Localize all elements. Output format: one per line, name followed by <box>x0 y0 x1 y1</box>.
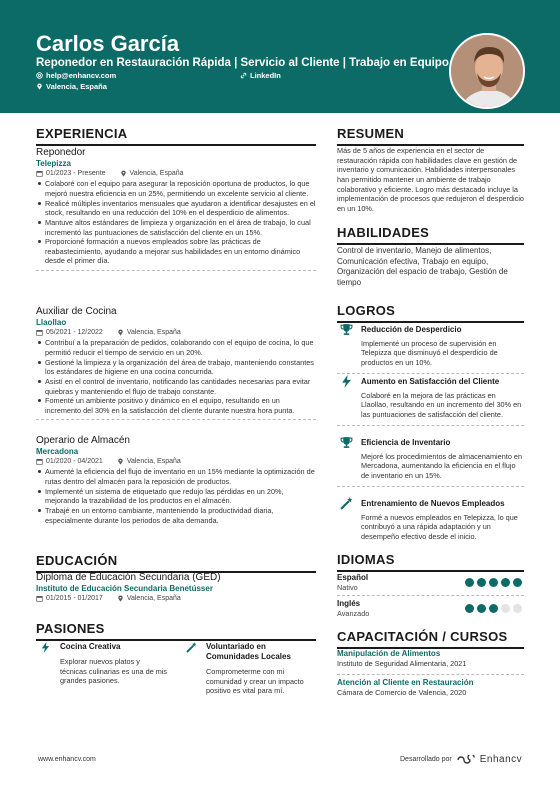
linkedin-text: LinkedIn <box>250 71 281 80</box>
job-meta <box>36 328 316 337</box>
achievement-title: Reducción de Desperdicio <box>361 325 462 334</box>
skills-section-title: HABILIDADES <box>337 226 524 245</box>
achievement-desc: Mejoré los procedimientos de almacenamiento en Mercadona, aumentando la eficiencia en el flujo de inventario en un 15%. <box>361 451 523 480</box>
bullet-item: Colaboré con el equipo para asegurar la reposición oportuna de productos, lo que mejoró nuestra eficiencia en un 25%, permitiendo un excelente servicio al cliente. <box>36 179 316 198</box>
job-location: Valencia, España <box>126 329 181 337</box>
lightning-icon <box>340 375 353 388</box>
passion-item <box>38 642 168 686</box>
linkedin-contact[interactable] <box>240 72 281 80</box>
job-meta <box>36 169 316 178</box>
job-company[interactable]: Mercadona <box>36 447 79 456</box>
email-contact[interactable] <box>36 72 116 80</box>
job-bullets <box>36 179 316 266</box>
at-icon <box>36 72 43 79</box>
rating-dot <box>477 604 486 613</box>
language-level: Avanzado <box>337 608 370 618</box>
course-item <box>337 649 524 675</box>
wand-icon <box>340 497 353 510</box>
job-dates: 01/2020 - 04/2021 <box>46 458 103 466</box>
job-location: Valencia, España <box>129 170 184 178</box>
divider <box>337 674 524 675</box>
trophy-icon <box>340 323 353 336</box>
rating-dot <box>513 578 522 587</box>
job-role: Reponedor <box>36 147 86 158</box>
bullet-item: Aumenté la eficiencia del flujo de inventario en un 15% mediante la optimización de rutas dentro del almacén para la reposición de productos. <box>36 467 316 486</box>
achievement-title: Eficiencia de Inventario <box>361 438 451 447</box>
candidate-name: Carlos García <box>36 31 180 56</box>
calendar-icon <box>36 458 43 465</box>
divider <box>337 373 524 374</box>
profile-photo <box>449 33 525 109</box>
achievement-desc: Implementé un proceso de supervisión en Telepizza que disminuyó el desperdicio de productos en un 10%. <box>361 338 498 367</box>
job-dates: 05/2021 - 12/2022 <box>46 329 103 337</box>
job-entry <box>36 147 316 271</box>
link-icon <box>240 72 247 79</box>
job-company[interactable]: Llaollao <box>36 318 67 327</box>
rating-dot <box>465 604 474 613</box>
passion-item <box>184 642 314 696</box>
job-location: Valencia, España <box>126 458 181 466</box>
education-section-title: EDUCACIÓN <box>36 554 316 573</box>
course-title: Manipulación de Alimentos <box>337 649 441 658</box>
language-name: Inglés <box>337 599 361 608</box>
job-meta <box>36 457 316 466</box>
education-location: Valencia, España <box>126 595 181 603</box>
achievement-item <box>337 377 524 426</box>
education-meta <box>36 594 316 603</box>
divider <box>337 486 524 487</box>
footer-brand: Enhancv <box>479 754 523 765</box>
passion-desc: Explorar nuevos platos y técnicas culinarias es una de mis grandes pasiones. <box>60 657 168 686</box>
job-entry <box>36 435 316 525</box>
bullet-item: Mantuve altos estándares de limpieza y organización en el área de trabajo, lo cual incrementó las puntuaciones de satisfacción del cliente en un 15%. <box>36 218 316 237</box>
language-rating <box>465 604 522 613</box>
skills-text: Control de inventario, Manejo de alimentos, Comunicación efectiva, Trabajo en equipo, Organización del espacio de trabajo, Gestión de tiempo <box>337 246 508 287</box>
location-pin-icon <box>117 458 124 465</box>
bullet-item: Gestioné la limpieza y la organización del área de trabajo, manteniendo constantes los estándares de higiene en una cocina concurrida. <box>36 358 316 377</box>
resume-header <box>0 0 560 113</box>
achievement-item <box>337 438 524 487</box>
rating-dot <box>489 578 498 587</box>
course-org: Cámara de Comercio de Valencia, 2020 <box>337 688 467 698</box>
bullet-item: Contribuí a la preparación de pedidos, colaborando con el equipo de cocina, lo que permitió reducir el tiempo de servicio en un 20%. <box>36 338 316 357</box>
trophy-icon <box>340 436 353 449</box>
divider <box>36 270 316 271</box>
job-bullets <box>36 467 316 525</box>
job-bullets <box>36 338 316 415</box>
job-role: Auxiliar de Cocina <box>36 306 117 317</box>
rating-dot <box>513 604 522 613</box>
achievement-title: Aumento en Satisfacción del Cliente <box>361 377 500 386</box>
wand-icon <box>186 642 197 653</box>
calendar-icon <box>36 595 43 602</box>
language-item <box>337 599 524 618</box>
education-entry <box>36 572 316 604</box>
achievement-desc: Colaboré en la mejora de las prácticas en Llaollao, resultando en un incremento del 30% en las puntuaciones de satisfacción del cliente. <box>361 390 522 419</box>
footer-branding[interactable] <box>400 753 522 766</box>
bullet-item: Trabajé en un entorno cambiante, manteniendo la productividad diaria, especialmente durante los periodos de alta demanda. <box>36 506 316 525</box>
language-name: Español <box>337 573 369 582</box>
bullet-item: Asistí en el control de inventario, notificando las cantidades necesarias para evitar quiebras y manteniendo el flujo de trabajo constante. <box>36 377 316 396</box>
passion-desc: Comprometerme con mi comunidad y crear un impacto positivo es vital para mí. <box>206 667 304 696</box>
divider <box>337 425 524 426</box>
calendar-icon <box>36 170 43 177</box>
bullet-item: Realicé múltiples inventarios mensuales que ayudaron a identificar desajustes en el stock, resultando en una reducción del 10% en el desperdicio de alimentos. <box>36 199 316 218</box>
language-item <box>337 573 524 596</box>
training-section-title: CAPACITACIÓN / CURSOS <box>337 630 524 649</box>
course-title: Atención al Cliente en Restauración <box>337 678 474 687</box>
bullet-item: Proporcioné formación a nuevos empleados sobre las prácticas de reabastecimiento, ayudando a mejorar sus habilidades en un entorno dinámico desde el primer día. <box>36 237 316 266</box>
location-pin-icon <box>117 595 124 602</box>
rating-dot <box>501 604 510 613</box>
footer-powered-text: Desarrollado por <box>400 755 452 763</box>
degree: Diploma de Educación Secundaria (GED) <box>36 572 221 583</box>
job-dates: 01/2023 - Presente <box>46 170 106 178</box>
divider <box>337 595 524 596</box>
achievement-title: Entrenamiento de Nuevos Empleados <box>361 499 505 508</box>
bullet-item: Implementé un sistema de etiquetado que redujo las pérdidas en un 20%, mejorando la trazabilidad de los productos en el almacén. <box>36 487 316 506</box>
job-role: Operario de Almacén <box>36 435 130 446</box>
location-pin-icon <box>36 83 43 90</box>
footer-website[interactable]: www.enhancv.com <box>38 756 96 763</box>
languages-section-title: IDIOMAS <box>337 553 524 572</box>
location-pin-icon <box>117 329 124 336</box>
rating-dot <box>465 578 474 587</box>
summary-text: Más de 5 años de experiencia en el sector de restauración rápida con habilidades clave en gestión de inventario y comunicación. Habilidades interpersonales han permitido mantener un ambiente de trabajo colaborativo y eficiente. Logro más destacado incluye la implementación de procesos que redujeron el desperdicio en un 10%. <box>337 146 524 213</box>
language-rating <box>465 578 522 587</box>
education-dates: 01/2015 - 01/2017 <box>46 595 103 603</box>
achievements-section-title: LOGROS <box>337 304 524 323</box>
language-level: Nativo <box>337 582 358 592</box>
school[interactable]: Instituto de Educación Secundaria Benetússer <box>36 584 213 593</box>
summary-section-title: RESUMEN <box>337 127 524 146</box>
location-text: Valencia, España <box>46 82 107 91</box>
passion-title: Cocina Creativa <box>60 642 121 651</box>
course-item <box>337 678 524 698</box>
lightning-icon <box>40 642 51 653</box>
achievement-item <box>337 325 524 374</box>
job-company[interactable]: Telepizza <box>36 159 71 168</box>
location-pin-icon <box>120 170 127 177</box>
headline: Reponedor en Restauración Rápida | Servicio al Cliente | Trabajo en Equipo <box>36 57 449 69</box>
course-org: Instituto de Seguridad Alimentaria, 2021 <box>337 659 467 669</box>
location-contact <box>36 83 107 91</box>
experience-section-title: EXPERIENCIA <box>36 127 316 146</box>
achievement-desc: Formé a nuevos empleados en Telepizza, lo que contribuyó a una rápida adaptación y un desempeño efectivo desde el inicio. <box>361 512 518 541</box>
divider <box>36 419 316 420</box>
rating-dot <box>477 578 486 587</box>
email-text: help@enhancv.com <box>46 71 117 80</box>
rating-dot <box>501 578 510 587</box>
bullet-item: Fomenté un ambiente positivo y dinámico en el equipo, resultando en un incremento del 30% en la satisfacción del cliente durante nuestra hora punta. <box>36 396 316 415</box>
enhancv-logo-icon <box>456 755 476 765</box>
calendar-icon <box>36 329 43 336</box>
job-entry <box>36 306 316 420</box>
achievement-item <box>337 499 524 541</box>
rating-dot <box>489 604 498 613</box>
passions-section-title: PASIONES <box>36 622 316 641</box>
passion-title: Voluntariado en Comunidades Locales <box>206 642 291 661</box>
